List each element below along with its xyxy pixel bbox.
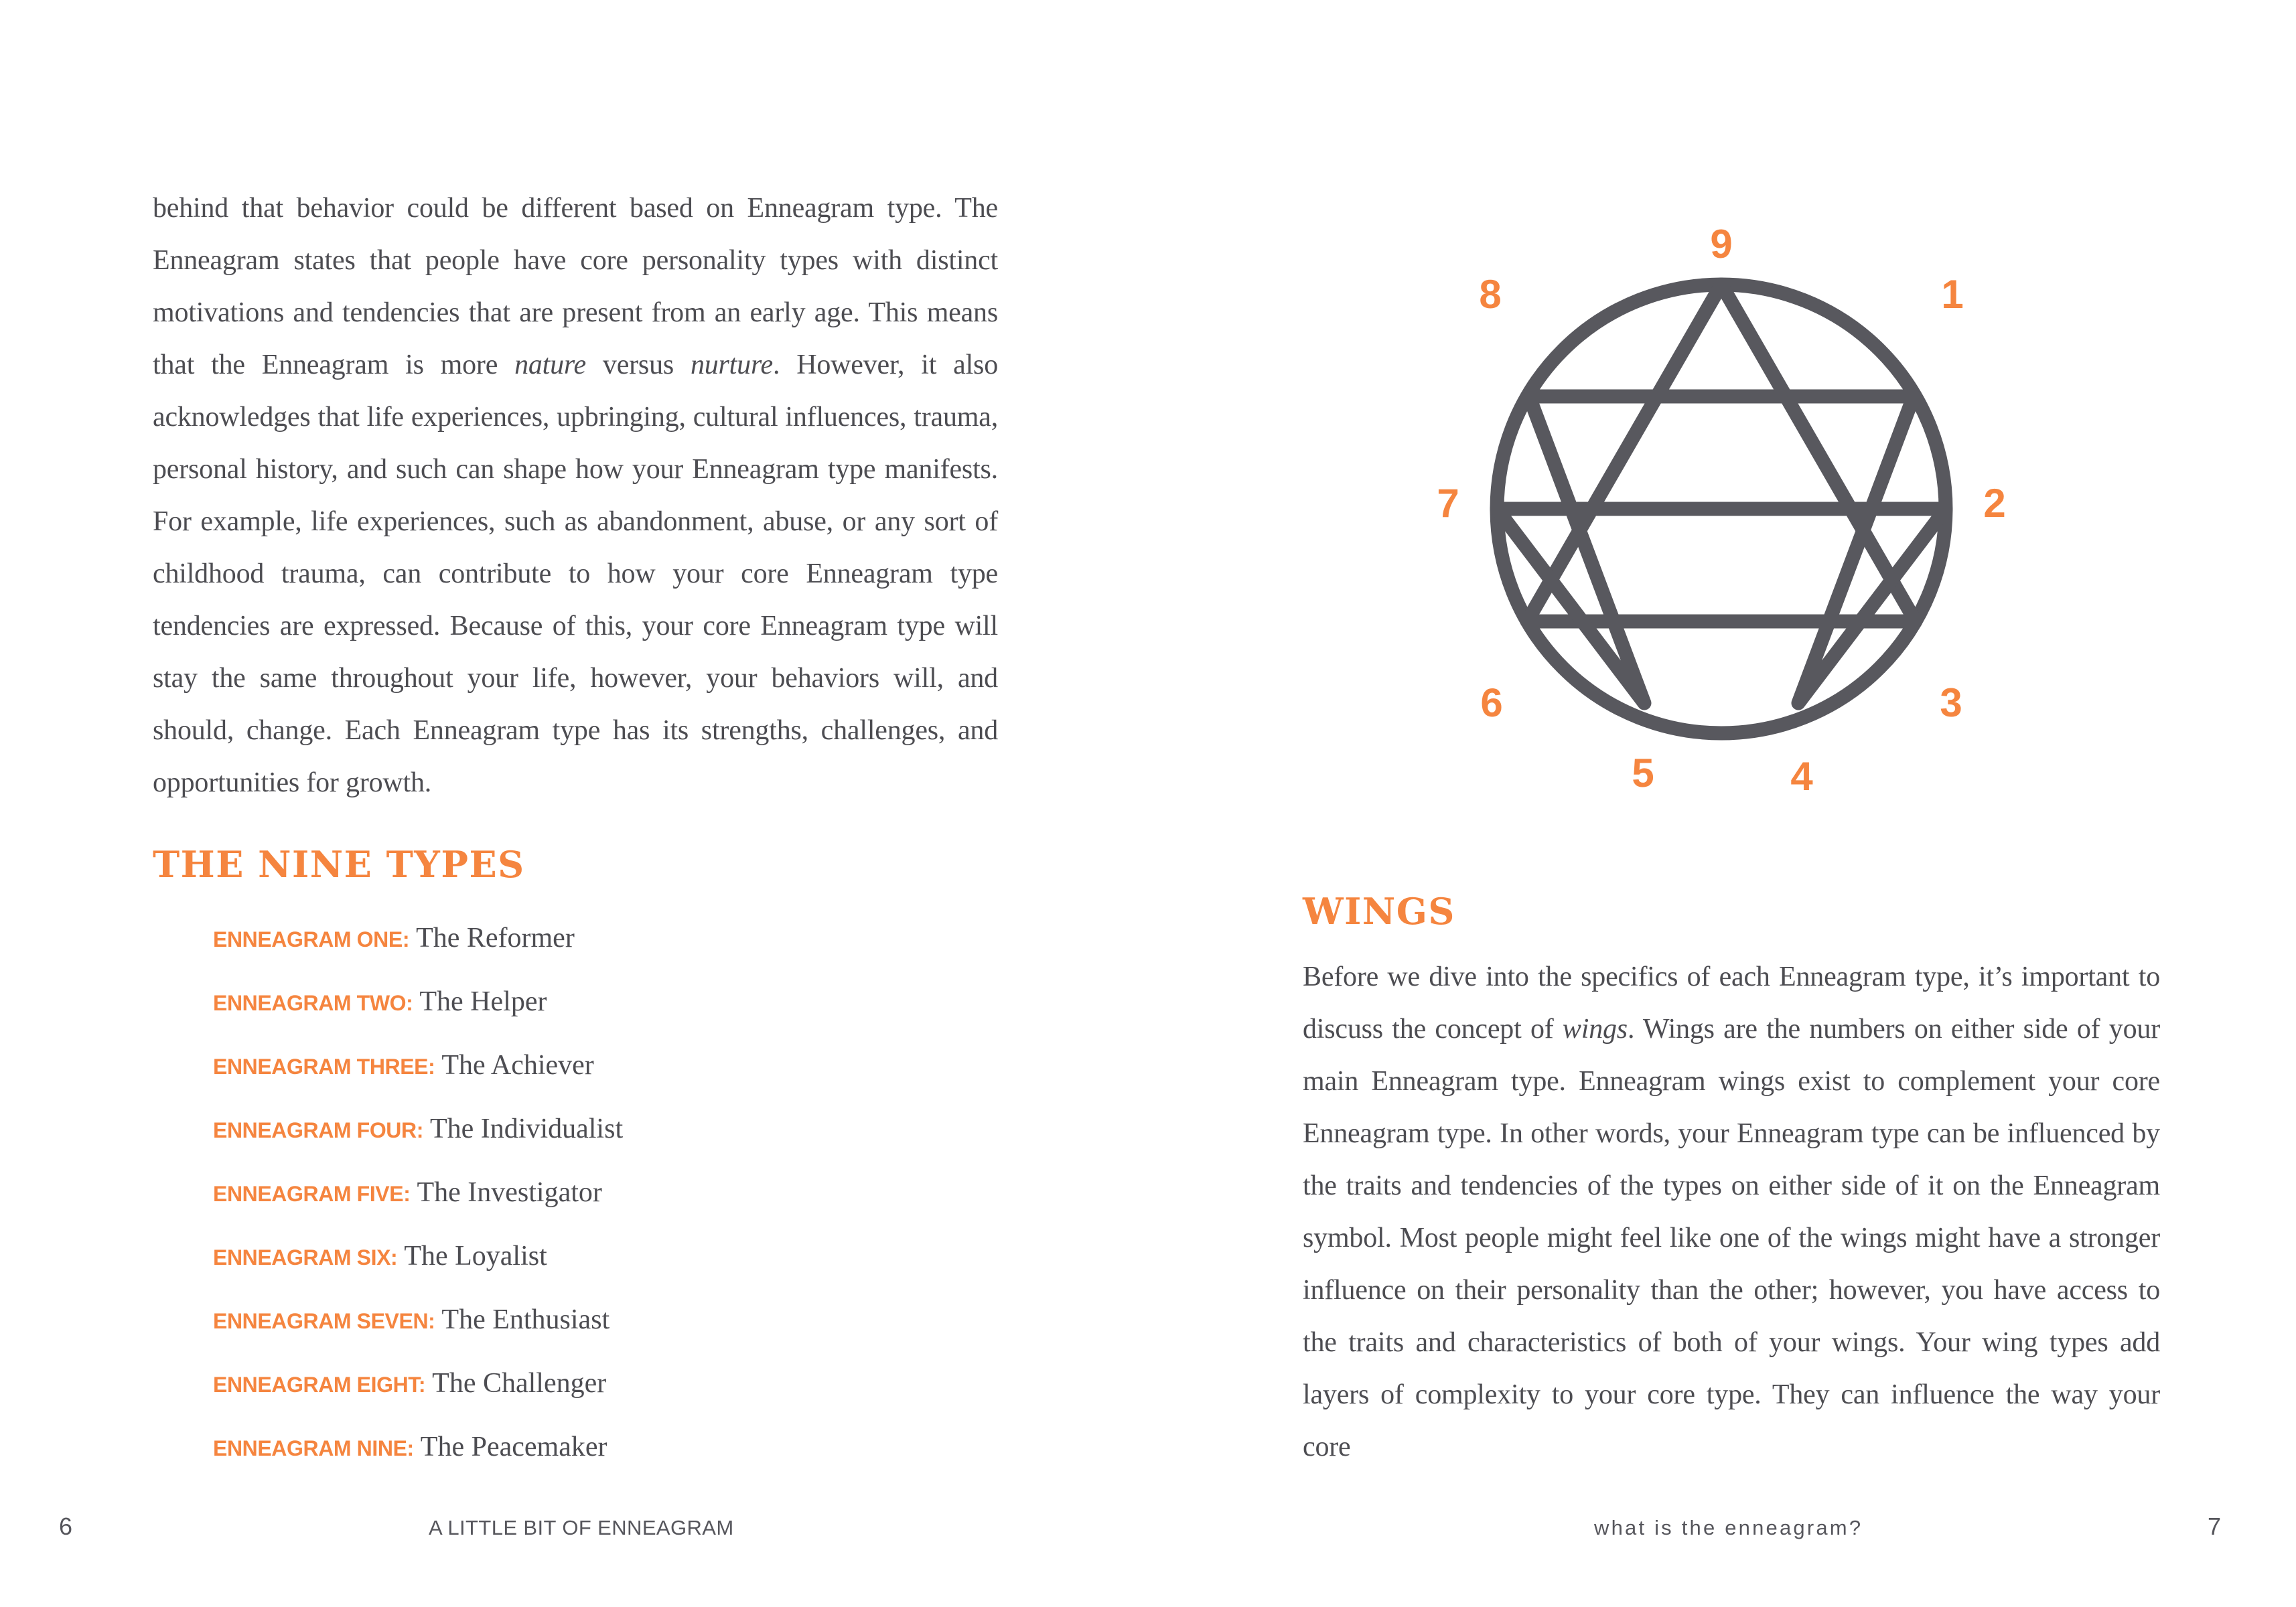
enneagram-number-2: 2 — [1983, 481, 2006, 526]
enneagram-number-3: 3 — [1940, 680, 1962, 725]
type-label: ENNEAGRAM TWO: — [213, 991, 413, 1015]
type-label: ENNEAGRAM NINE: — [213, 1436, 414, 1460]
right-page-paragraph: Before we dive into the specifics of each Enneagram type, it’s important to discuss the concept of wings. Wings are the numbers on either side of your main Enneagram type. Enneagram wings exist to complement your core Enneagram type. In other words, your Enneagram type can be influenced by the traits and tendencies of the types on either side of it on the Enneagram symbol. Most people might feel like one of the wings might have a stronger influence on their personality than the other; however, you have access to the traits and characteristics of both of your wings. Your wing types add layers of complexity to your core type. They can influence the way your core — [1303, 962, 2160, 1462]
type-label: ENNEAGRAM THREE: — [213, 1055, 435, 1079]
page-number-right: 7 — [2208, 1513, 2222, 1540]
list-item — [213, 1161, 1017, 1225]
list-item — [213, 970, 1017, 1034]
running-head-left: A LITTLE BIT OF ENNEAGRAM — [429, 1516, 734, 1539]
type-name: The Reformer — [416, 923, 575, 953]
nine-types-heading: THE NINE TYPES — [153, 843, 525, 886]
type-name: The Peacemaker — [420, 1432, 607, 1462]
type-name: The Challenger — [432, 1368, 607, 1399]
page-number-left: 6 — [59, 1513, 73, 1540]
type-label: ENNEAGRAM ONE: — [213, 927, 410, 951]
type-name: The Achiever — [441, 1050, 594, 1081]
italic-wings: wings — [1562, 1014, 1628, 1045]
list-item — [213, 1097, 1017, 1161]
type-label: ENNEAGRAM FOUR: — [213, 1118, 423, 1142]
enneagram-diagram-icon — [1420, 221, 2023, 824]
running-head-right: what is the enneagram? — [1594, 1516, 1863, 1539]
type-name: The Helper — [419, 986, 547, 1017]
list-item — [213, 1415, 1017, 1479]
list-item — [213, 1225, 1017, 1288]
right-page-body-column — [1303, 951, 2160, 1473]
type-name: The Individualist — [430, 1114, 624, 1144]
wings-heading: WINGS — [1303, 890, 1455, 933]
italic-nurture: nurture — [690, 350, 773, 380]
list-item — [213, 1288, 1017, 1352]
left-page-paragraph: behind that behavior could be different based on Enneagram type. The Enneagram states that people have core personality types with distinct motivations and tendencies that are present from an early age. This means that the Enneagram is more nature versus nurture. However, it also acknowledges that life experiences, upbringing, cultural influences, trauma, personal history, and such can shape how your Enneagram type manifests. For example, life experiences, such as abandonment, abuse, or any sort of childhood trauma, can contribute to how your core Enneagram type tendencies are expressed. Because of this, your core Enneagram type will stay the same throughout your life, however, your behaviors will, and should, change. Each Enneagram type has its strengths, challenges, and opportunities for growth. — [153, 193, 998, 798]
type-label: ENNEAGRAM EIGHT: — [213, 1373, 426, 1397]
enneagram-number-6: 6 — [1480, 680, 1503, 725]
enneagram-number-9: 9 — [1710, 222, 1733, 266]
type-label: ENNEAGRAM SEVEN: — [213, 1309, 435, 1333]
list-item — [213, 1352, 1017, 1415]
list-item — [213, 907, 1017, 970]
enneagram-number-5: 5 — [1632, 751, 1654, 795]
left-page-body-column — [153, 182, 998, 809]
type-name: The Loyalist — [404, 1241, 547, 1272]
enneagram-number-1: 1 — [1941, 272, 1964, 317]
type-label: ENNEAGRAM SIX: — [213, 1245, 398, 1270]
type-name: The Investigator — [417, 1177, 602, 1208]
type-name: The Enthusiast — [441, 1304, 610, 1335]
type-label: ENNEAGRAM FIVE: — [213, 1182, 411, 1206]
enneagram-types-list — [213, 907, 1017, 1479]
enneagram-symbol-figure — [1420, 221, 2023, 824]
enneagram-number-4: 4 — [1790, 754, 1813, 799]
list-item — [213, 1034, 1017, 1097]
italic-nature: nature — [514, 350, 586, 380]
enneagram-number-8: 8 — [1479, 272, 1502, 317]
enneagram-number-7: 7 — [1437, 481, 1459, 526]
